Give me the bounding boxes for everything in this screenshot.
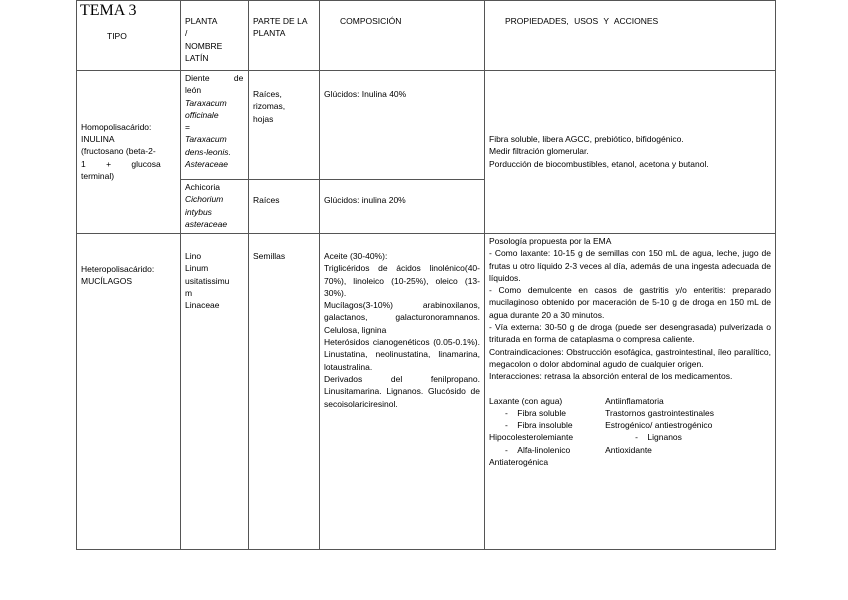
- row2-comp-line: Derivados del fenilpropano. Linusitamarina. Lignanos. Glucósido de secoisolariciresinol.: [324, 373, 480, 409]
- header-parte-2: PLANTA: [253, 28, 286, 39]
- row1-plant1-cell: [181, 71, 249, 180]
- row1-tipo-line: 1 + glucosa: [81, 158, 161, 169]
- row2-comp-line: Triglicéridos de ácidos linolénico(40-70%), linoleico (10-25%), oleico (13-30%).: [324, 263, 480, 298]
- legend-item: Antioxidante: [605, 444, 652, 455]
- legend-item: Trastornos gastrointestinales: [605, 407, 714, 418]
- row2-planta-line: Linum: [185, 263, 209, 274]
- plant1-latin: =: [185, 122, 190, 133]
- row2-parte-cell: [249, 234, 320, 550]
- row2-comp-line: Heterósidos cianogenéticos (0.05-0.1%). Linustatina, neolinustatina, linamarina, lotaustralina.: [324, 337, 480, 372]
- header-propiedades-cell: [485, 1, 776, 71]
- plant1-name-2: león: [185, 85, 202, 96]
- row1-tipo-cell: [77, 71, 181, 234]
- row2-planta-line: Lino: [185, 251, 202, 261]
- row1-prop-line: Medir filtración glomerular.: [489, 146, 589, 157]
- header-planta-3: LATÍN: [185, 52, 209, 63]
- plant1-latin: Taraxacum: [185, 97, 227, 108]
- header-tipo-cell: [77, 1, 181, 71]
- legend-item: Antiinflamatoria: [605, 395, 664, 406]
- page-title: TEMA 3: [80, 2, 137, 19]
- row2-planta-line: Linaceae: [185, 300, 220, 311]
- row1-tipo-line: terminal): [81, 170, 115, 181]
- legend-item: - Alfa-linolenico: [505, 444, 571, 455]
- row1-plant1-comp-cell: [320, 71, 485, 180]
- table-row: [77, 71, 776, 180]
- row1-plant2-parte-cell: [249, 180, 320, 234]
- row2-parte: Semillas: [253, 251, 286, 261]
- row2-planta-line: usitatissimu: [185, 275, 230, 286]
- row2-tipo-cell: [77, 234, 181, 550]
- row2-comp-line: Aceite (30-40%):: [324, 251, 388, 261]
- plant2-name: Achicoria: [185, 182, 220, 192]
- row2-prop-line: Posología propuesta por la EMA: [489, 236, 612, 246]
- row2-prop-line: - Como laxante: 10-15 g de semillas con 150 mL de agua, leche, jugo de frutas u otro líquido 2-3 veces al día, además de una ingesta adecuada de líquidos.: [489, 248, 771, 283]
- table-row: [77, 234, 776, 550]
- herbal-table: [76, 0, 776, 550]
- legend-right-column: [605, 395, 771, 469]
- row2-propiedades-cell: [485, 234, 776, 550]
- row2-tipo-line: Heteropolisacárido:: [81, 264, 155, 274]
- plant1-parte: Raíces,: [253, 89, 282, 99]
- plant1-parte: rizomas,: [253, 101, 286, 112]
- legend-left-column: [489, 395, 605, 469]
- legend-item: - Fibra insoluble: [505, 420, 573, 431]
- row2-comp-line: Mucílagos(3-10%) arabinoxilanos, galactanos, galacturonoramnanos. Celulosa, lignina: [324, 300, 480, 335]
- plant2-latin: intybus: [185, 206, 212, 217]
- row1-prop-line: Fibra soluble, libera AGCC, prebiótico, bifidogénico.: [489, 134, 684, 145]
- plant1-latin: officinale: [185, 109, 219, 120]
- row1-tipo-line: INULINA: [81, 134, 115, 145]
- legend-item: - Fibra soluble: [505, 407, 566, 418]
- header-parte-cell: [249, 1, 320, 71]
- row1-plant2-cell: [181, 180, 249, 234]
- legend-item: Hipocolesterolemiante: [489, 432, 574, 443]
- row1-tipo-line: (fructosano (beta-2-: [81, 146, 156, 157]
- legend-item: Estrogénico/ antiestrogénico: [605, 420, 713, 431]
- plant2-latin: Cichorium: [185, 194, 224, 205]
- header-planta-2: NOMBRE: [185, 40, 223, 51]
- plant2-parte: Raíces: [253, 195, 280, 205]
- row2-prop-line: Interacciones: retrasa la absorción enteral de los medicamentos.: [489, 371, 733, 382]
- plant1-parte: hojas: [253, 113, 274, 124]
- row1-plant1-parte-cell: [249, 71, 320, 180]
- row2-prop-line: - Como demulcente en casos de gastritis y/o enteritis: preparado mucilaginoso obtenido por maceración de 5-10 g de droga en 150 mL de agua durante 20 a 30 minutos.: [489, 285, 771, 320]
- row1-propiedades-cell: [485, 71, 776, 234]
- legend-item: Laxante (con agua): [489, 395, 563, 406]
- actions-legend: [489, 395, 771, 469]
- row2-planta-line: m: [185, 287, 193, 298]
- row2-prop-line: - Vía externa: 30-50 g de droga (puede ser desengrasada) pulverizada o triturada en forma de cataplasma o compresa caliente.: [489, 322, 771, 345]
- header-tipo: TIPO: [107, 31, 127, 41]
- plant2-composicion: Glúcidos: inulina 20%: [324, 195, 406, 205]
- row1-plant2-comp-cell: [320, 180, 485, 234]
- header-parte-1: PARTE DE LA: [253, 16, 308, 26]
- header-planta-cell: [181, 1, 249, 71]
- header-composicion: COMPOSICIÓN: [340, 16, 402, 26]
- row2-tipo-line: MUCÍLAGOS: [81, 276, 133, 287]
- plant1-latin: Asteraceae: [185, 159, 228, 170]
- row2-prop-line: Contraindicaciones: Obstrucción esofágica, gastrointestinal, íleo paralítico, megacolon o dolor abdominal agudo de cualquier origen.: [489, 346, 771, 369]
- header-composicion-cell: [320, 1, 485, 71]
- header-propiedades: PROPIEDADES, USOS Y ACCIONES: [505, 16, 659, 26]
- row2-planta-cell: [181, 234, 249, 550]
- header-planta-1: PLANTA /: [185, 16, 217, 39]
- plant1-composicion: Glúcidos: Inulina 40%: [324, 89, 407, 99]
- plant1-latin: Taraxacum: [185, 134, 227, 145]
- legend-item: Antiaterogénica: [489, 457, 549, 468]
- table-header-row: [77, 1, 776, 71]
- row1-prop-line: Porducción de biocombustibles, etanol, acetona y butanol.: [489, 158, 709, 169]
- row2-composicion-cell: [320, 234, 485, 550]
- row1-tipo-line: Homopolisacárido:: [81, 121, 152, 132]
- plant1-latin: dens-leonis.: [185, 146, 231, 157]
- plant2-latin: asteraceae: [185, 218, 228, 229]
- legend-item: - Lignanos: [635, 432, 682, 443]
- plant1-name-1: Diente de: [185, 73, 244, 83]
